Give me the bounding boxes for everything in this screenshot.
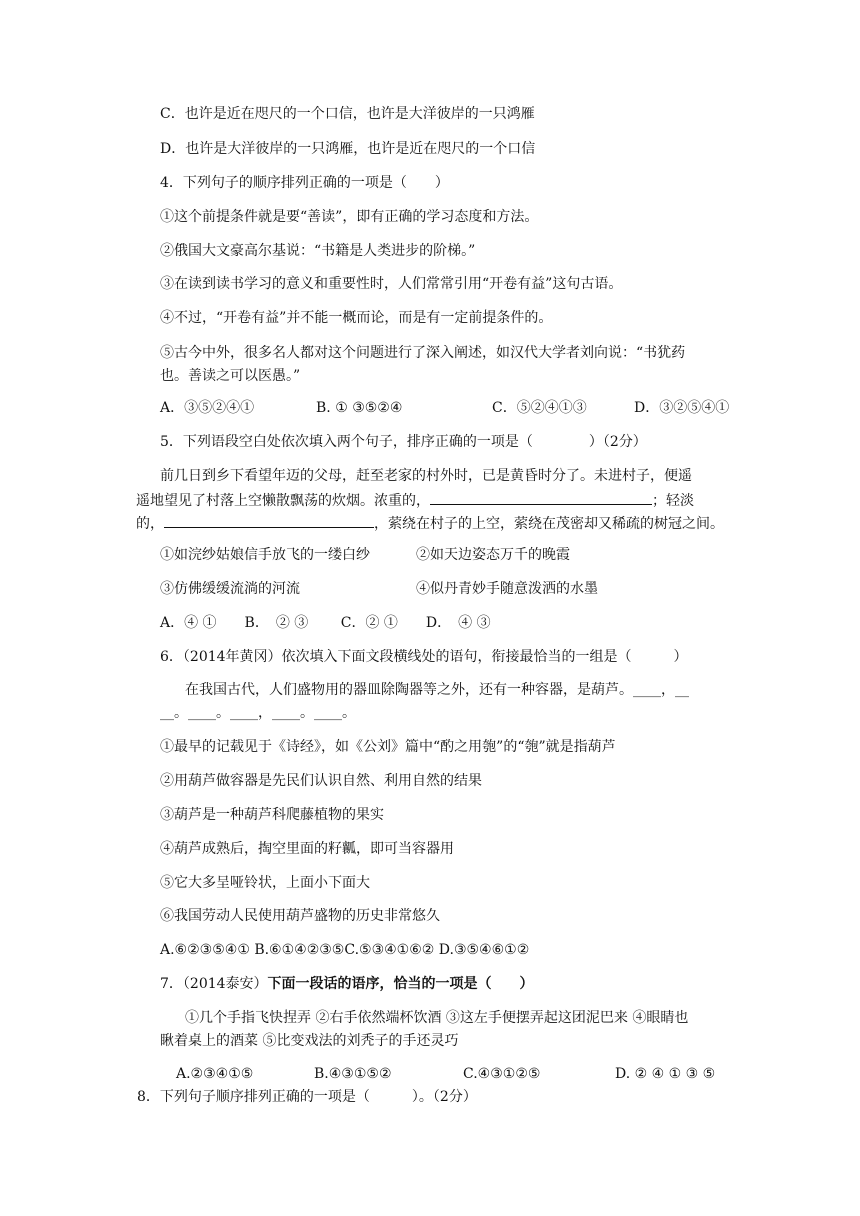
q6-passage-line2: __。____。____，____。____。 bbox=[160, 705, 356, 721]
q5-blank-1[interactable] bbox=[430, 490, 652, 505]
q5-choice-1: ①如浣纱姑娘信手放飞的一缕白纱 bbox=[160, 547, 370, 563]
q6-sentence-6: ⑥我国劳动人民使用葫芦盛物的历史非常悠久 bbox=[160, 908, 440, 924]
q6-sentence-5: ⑤它大多呈哑铃状，上面小下面大 bbox=[160, 875, 370, 891]
q6-sentence-4: ④葫芦成熟后，掏空里面的籽瓤，即可当容器用 bbox=[160, 841, 454, 857]
q7-source: 7．（2014泰安） bbox=[160, 976, 268, 992]
q7-question: 下面一段话的语序，恰当的一项是（ ） bbox=[267, 976, 534, 992]
q6-sentence-3: ③葫芦是一种葫芦科爬藤植物的果实 bbox=[160, 807, 384, 823]
q4-stem: 4．下列句子的顺序排列正确的一项是（ ） bbox=[160, 175, 449, 191]
q4-sentence-5-line2: 也。善读之可以医愚。” bbox=[160, 368, 301, 384]
q6-sentence-2: ②用葫芦做容器是先民们认识自然、利用自然的结果 bbox=[160, 773, 482, 789]
q7-option-c: C.④③①②⑤ bbox=[463, 1066, 541, 1082]
q8-stem: 8．下列句子顺序排列正确的一项是（ ）。（2分） bbox=[137, 1089, 477, 1105]
q5-passage-line1: 前几日到乡下看望年迈的父母，赶至老家的村外时，已是黄昏时分了。未进村子，便遥 bbox=[160, 468, 692, 484]
q4-sentence-2: ②俄国大文豪高尔基说：“书籍是人类进步的阶梯。” bbox=[160, 243, 476, 259]
q7-option-a: A.②③④①⑤ bbox=[176, 1066, 254, 1082]
q5-options: A．④ ① B． ② ③ C．② ① D． ④ ③ bbox=[160, 615, 491, 631]
q5-passage-line2 bbox=[136, 490, 694, 511]
q7-passage-line2: 瞅着桌上的酒菜 ⑤比变戏法的刘秃子的手还灵巧 bbox=[160, 1033, 459, 1049]
q3-option-c: C．也许是近在咫尺的一个口信，也许是大洋彼岸的一只鸿雁 bbox=[160, 106, 535, 122]
q5-passage-line2-text: 遥地望见了村落上空懒散飘荡的炊烟。浓重的， bbox=[136, 493, 430, 509]
q6-stem: 6．（2014年黄冈）依次填入下面文段横线处的语句，衔接最恰当的一组是（ ） bbox=[160, 649, 688, 665]
q5-passage-line2-tail: ；轻淡 bbox=[652, 493, 694, 509]
q5-choice-3: ③仿佛缓缓流淌的河流 bbox=[160, 581, 300, 597]
q4-sentence-1: ①这个前提条件就是要“善读”，即有正确的学习态度和方法。 bbox=[160, 209, 539, 225]
q5-choice-4: ④似丹青妙手随意泼洒的水墨 bbox=[416, 581, 598, 597]
q4-option-a: A．③⑤②④① bbox=[160, 400, 255, 416]
q5-passage-line3-text: ，萦绕在村子的上空，萦绕在茂密却又稀疏的树冠之间。 bbox=[374, 516, 724, 532]
q5-passage-line3 bbox=[136, 513, 724, 534]
q4-option-c: C．⑤②④①③ bbox=[492, 400, 587, 416]
q5-stem: 5．下列语段空白处依次填入两个句子，排序正确的一项是（ ）（2分） bbox=[160, 434, 647, 450]
q7-stem bbox=[160, 974, 534, 994]
q7-option-d: D. ② ④ ① ③ ⑤ bbox=[615, 1066, 716, 1082]
q3-option-d: D．也许是大洋彼岸的一只鸿雁，也许是近在咫尺的一个口信 bbox=[160, 141, 536, 157]
q5-blank-2[interactable] bbox=[164, 513, 374, 528]
q5-choice-2: ②如天边姿态万千的晚霞 bbox=[416, 547, 570, 563]
q4-sentence-4: ④不过，“开卷有益”并不能一概而论，而是有一定前提条件的。 bbox=[160, 310, 553, 326]
q6-passage-line1: 在我国古代，人们盛物用的器皿除陶器等之外，还有一种容器，是葫芦。____，__ bbox=[185, 682, 689, 698]
q6-options: A.⑥②③⑤④① B.⑥①④②③⑤C.⑤③④①⑥② D.③⑤④⑥①② bbox=[160, 942, 530, 958]
q4-option-d: D．③②⑤④① bbox=[634, 400, 730, 416]
q5-passage-line3-head: 的， bbox=[136, 516, 164, 532]
q4-option-b: B. ① ③⑤②④ bbox=[316, 400, 403, 416]
q4-sentence-5-line1: ⑤古今中外，很多名人都对这个问题进行了深入阐述，如汉代大学者刘向说：“书犹药 bbox=[160, 345, 686, 361]
q6-sentence-1: ①最早的记载见于《诗经》，如《公刘》篇中“酌之用匏”的“匏”就是指葫芦 bbox=[160, 739, 616, 755]
q7-passage-line1: ①几个手指飞快捏弄 ②右手依然端杯饮酒 ③这左手便摆弄起这团泥巴来 ④眼睛也 bbox=[185, 1010, 689, 1026]
q4-sentence-3: ③在读到读书学习的意义和重要性时，人们常常引用“开卷有益”这句古语。 bbox=[160, 276, 623, 292]
q7-option-b: B.④③①⑤② bbox=[314, 1066, 392, 1082]
